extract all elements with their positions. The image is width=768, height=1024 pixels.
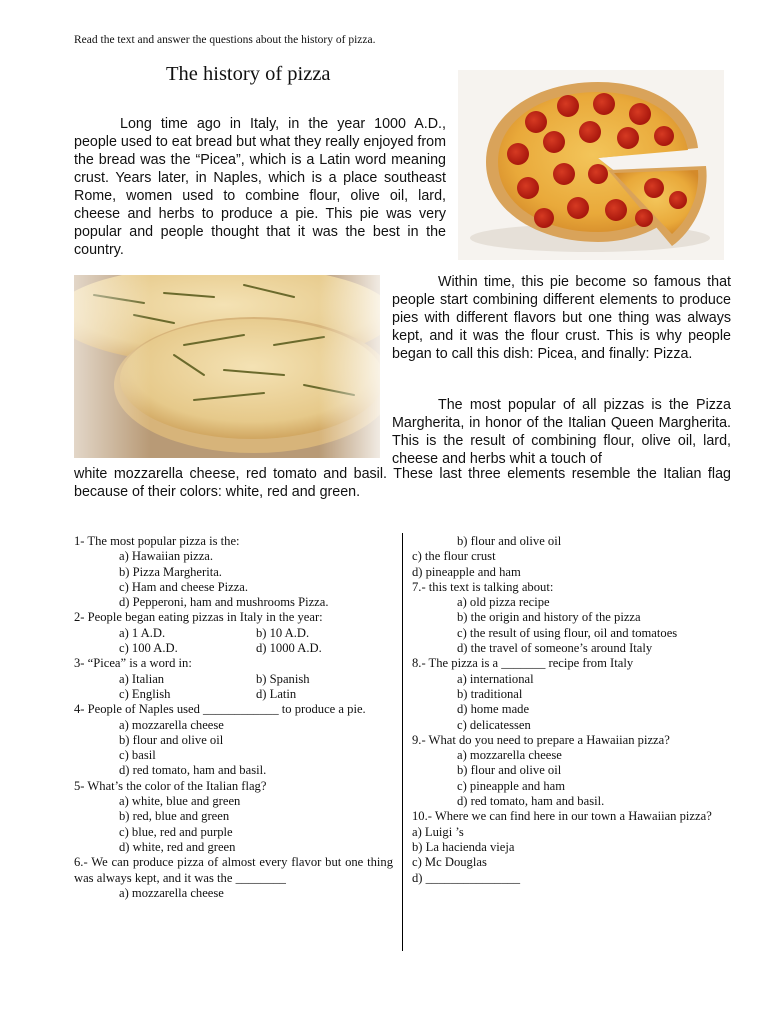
question: 7.- this text is talking about: [412, 579, 554, 594]
answer-option: d) Pepperoni, ham and mushrooms Pizza. [119, 595, 329, 610]
answer-option: c) Ham and cheese Pizza. [119, 579, 249, 594]
page-title: The history of pizza [166, 63, 331, 85]
question: 1- The most popular pizza is the: [74, 534, 240, 548]
question: 4- People of Naples used ____________ to produce a pie. [74, 702, 366, 717]
answer-option: a) 1 A.D. [119, 625, 166, 640]
answer-option: b) traditional [457, 686, 523, 701]
answer-option: b) flour and olive oil [457, 534, 562, 548]
question: 3- “Picea” is a word in: [74, 656, 192, 671]
answer-option: d) Latin [256, 686, 297, 701]
answer-option: d) white, red and green [119, 839, 236, 854]
question: 10.- Where we can find here in our town a Hawaiian pizza? [412, 809, 712, 824]
answer-option: a) old pizza recipe [457, 595, 550, 610]
question: 8.- The pizza is a _______ recipe from Italy [412, 656, 634, 671]
answer-option: b) Pizza Margherita. [119, 564, 222, 579]
focaccia-bread-image [74, 275, 380, 458]
answer-option: d) the travel of someone’s around Italy [457, 641, 653, 656]
paragraph-margherita: The most popular of all pizzas is the Pizza Margherita, in honor of the Italian Queen Margherita. This is the result of combining flour, olive oil, lard, cheese and herbs whit a touch of [392, 397, 731, 467]
pepperoni-pizza-image [458, 70, 724, 260]
option-pair [74, 641, 393, 656]
answer-option: d) red tomato, ham and basil. [457, 794, 605, 809]
option-pair [74, 687, 393, 702]
questions-left-column [74, 534, 393, 901]
answer-option: a) Luigi ’s [412, 824, 464, 839]
answer-option: b) red, blue and green [119, 809, 230, 824]
answer-option: a) mozzarella cheese [119, 717, 224, 732]
answer-option: c) Mc Douglas [412, 855, 487, 870]
instructions: Read the text and answer the questions about the history of pizza. [74, 34, 376, 46]
answer-option: d) red tomato, ham and basil. [119, 763, 267, 778]
answer-option: d) 1000 A.D. [256, 641, 322, 656]
answer-option: b) the origin and history of the pizza [457, 610, 641, 625]
answer-option: c) English [119, 686, 171, 701]
answer-option: a) mozzarella cheese [457, 748, 562, 763]
answer-option: c) basil [119, 748, 156, 763]
paragraph-margherita-continued: white mozzarella cheese, red tomato and basil. These last three elements resemble the Italian flag because of their colors: white, red and green. [74, 466, 731, 500]
question: 2- People began eating pizzas in Italy in the year: [74, 610, 323, 625]
answer-option: a) international [457, 671, 534, 686]
question: 9.- What do you need to prepare a Hawaiian pizza? [412, 732, 670, 747]
paragraph-naming: Within time, this pie become so famous that people start combining different elements to produce pies with different flavors but one thing was always kept, and it was the flour crust. This is why people began to call this dish: Picea, and finally: Pizza. [392, 274, 731, 362]
answer-option: c) blue, red and purple [119, 824, 233, 839]
questions-right-column [412, 534, 731, 886]
answer-option: d) home made [457, 702, 530, 717]
column-divider [402, 533, 403, 951]
answer-option: b) 10 A.D. [256, 625, 310, 640]
answer-option: c) pineapple and ham [457, 778, 566, 793]
paragraph-intro: Long time ago in Italy, in the year 1000 A.D., people used to eat bread but what they really enjoyed from the bread was the “Picea”, which is a Latin word meaning crust. Years later, in Naples, which is a place southeast Rome, women used to combine flour, olive oil, lard, cheese and herbs to produce a pie. This pie was very popular and people thought that it was the best in the country. [74, 116, 446, 258]
answer-option: a) white, blue and green [119, 794, 241, 809]
answer-option: c) delicatessen [457, 717, 531, 732]
option-pair [74, 672, 393, 687]
question: 5- What’s the color of the Italian flag? [74, 778, 267, 793]
answer-option: b) Spanish [256, 671, 310, 686]
answer-option: b) flour and olive oil [119, 732, 224, 747]
answer-option: c) the result of using flour, oil and tomatoes [457, 625, 678, 640]
answer-option: d) pineapple and ham [412, 564, 521, 579]
answer-option: c) the flour crust [412, 549, 496, 564]
answer-option: a) Italian [119, 671, 165, 686]
answer-option: a) Hawaiian pizza. [119, 549, 214, 564]
answer-option: b) La hacienda vieja [412, 839, 515, 854]
answer-option: c) 100 A.D. [119, 641, 178, 656]
question: 6.- We can produce pizza of almost every flavor but one thing was always kept, and it was the ________ [74, 855, 393, 885]
answer-option: d) _______________ [412, 870, 521, 885]
answer-option: a) mozzarella cheese [119, 885, 224, 900]
answer-option: b) flour and olive oil [457, 763, 562, 778]
option-pair [74, 626, 393, 641]
